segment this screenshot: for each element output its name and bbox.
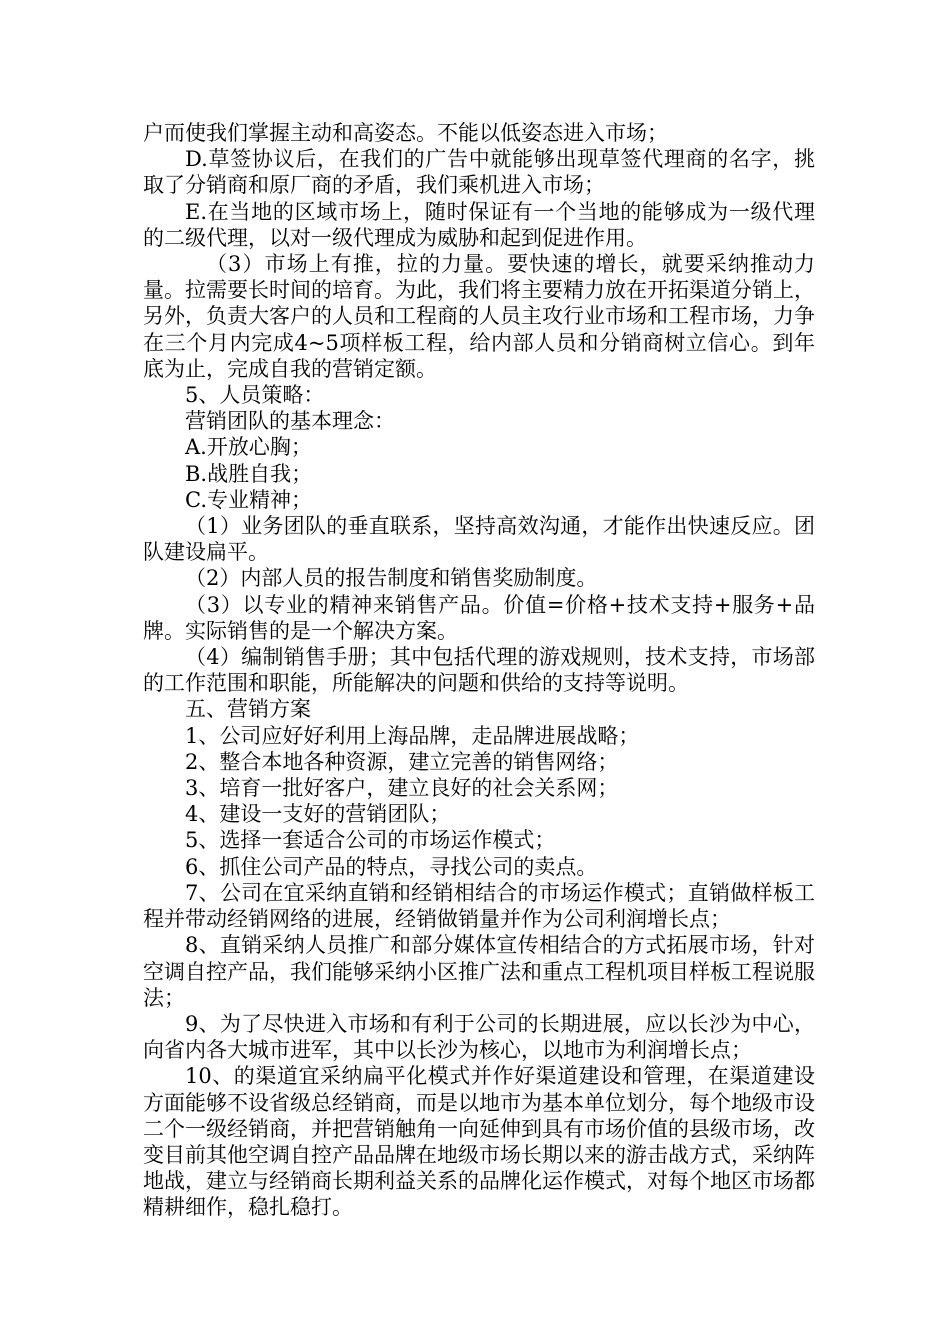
paragraph-team-concept: 营销团队的基本理念： [185,409,395,434]
plan-item-9: 9、为了尽快进入市场和有利于公司的长期进展，应以长沙为中心，向省内各大城市进军，其中以长沙为核心，以地市为利润增长点； [143,1011,815,1063]
paragraph-point-1: （1）业务团队的垂直联系，坚持高效沟通，才能作出快速反应。团队建设扁平。 [143,514,815,565]
plan-item-2: 2、整合本地各种资源，建立完善的销售网络； [185,749,619,774]
paragraph-item-e: E.在当地的区域市场上，随时保证有一个当地的能够成为一级代理的二级代理，以对一级代理成为威胁和起到促进作用。 [143,199,815,250]
plan-item-4: 4、建设一支好的营销团队； [185,802,451,827]
paragraph-item-d: D.草签协议后，在我们的广告中就能够出现草签代理商的名字，挑取了分销商和原厂商的矛盾，我们乘机进入市场； [143,147,815,198]
plan-item-3: 3、培育一批好客户，建立良好的社会关系网； [185,776,619,801]
plan-item-1: 1、公司应好好利用上海品牌，走品牌进展战略； [185,723,640,748]
paragraph-continuation: 户而使我们掌握主动和高姿态。不能以低姿态进入市场； [143,121,668,145]
list-item-c: C.专业精神； [185,487,312,512]
plan-item-8: 8、直销采纳人员推广和部分媒体宣传相结合的方式拓展市场，针对空调自控产品，我们能够采纳小区推广法和重点工程机项目样板工程说服法； [143,933,815,1010]
section-heading-marketing-plan: 五、营销方案 [185,697,311,722]
plan-item-5: 5、选择一套适合公司的市场运作模式； [185,828,556,853]
paragraph-point-2: （2）内部人员的报告制度和销售奖励制度。 [185,566,598,591]
plan-item-10: 10、的渠道宜采纳扁平化模式并作好渠道建设和管理，在渠道建设方面能够不设省级总经销商，而是以地市为基本单位划分，每个地级市设二个一级经销商，并把营销触角一向延伸到具有市场价值的县级市场，改变目前其他空调自控产品品牌在地级市场长期以来的游击战方式，采纳阵地战，建立与经销商长期利益关系的品牌化运作模式，对每个地区市场都精耕细作，稳扎稳打。 [143,1064,815,1220]
document-body [143,120,815,1221]
list-item-a: A.开放心胸； [185,435,312,460]
plan-item-7: 7、公司在宜采纳直销和经销相结合的市场运作模式；直销做样板工程并带动经销网络的进展，经销做销量并作为公司利润增长点； [143,880,815,932]
plan-item-6: 6、抓住公司产品的特点，寻找公司的卖点。 [185,854,598,879]
paragraph-point-4: （4）编制销售手册；其中包括代理的游戏规则，技术支持，市场部的工作范围和职能，所能解决的问题和供给的支持等说明。 [143,645,815,696]
paragraph-point-3: （3）以专业的精神来销售产品。价值=价格+技术支持+服务+品牌。实际销售的是一个解决方案。 [143,592,815,643]
section-heading-personnel: 5、人员策略： [185,383,325,408]
paragraph-push-pull: （3）市场上有推，拉的力量。要快速的增长，就要采纳推动力量。拉需要长时间的培育。为此，我们将主要精力放在开拓渠道分销上，另外，负责大客户的人员和工程商的人员主攻行业市场和工程市场，力争在三个月内完成4~5项样板工程，给内部人员和分销商树立信心。到年底为止，完成自我的营销定额。 [143,252,815,381]
list-item-b: B.战胜自我； [185,461,313,486]
